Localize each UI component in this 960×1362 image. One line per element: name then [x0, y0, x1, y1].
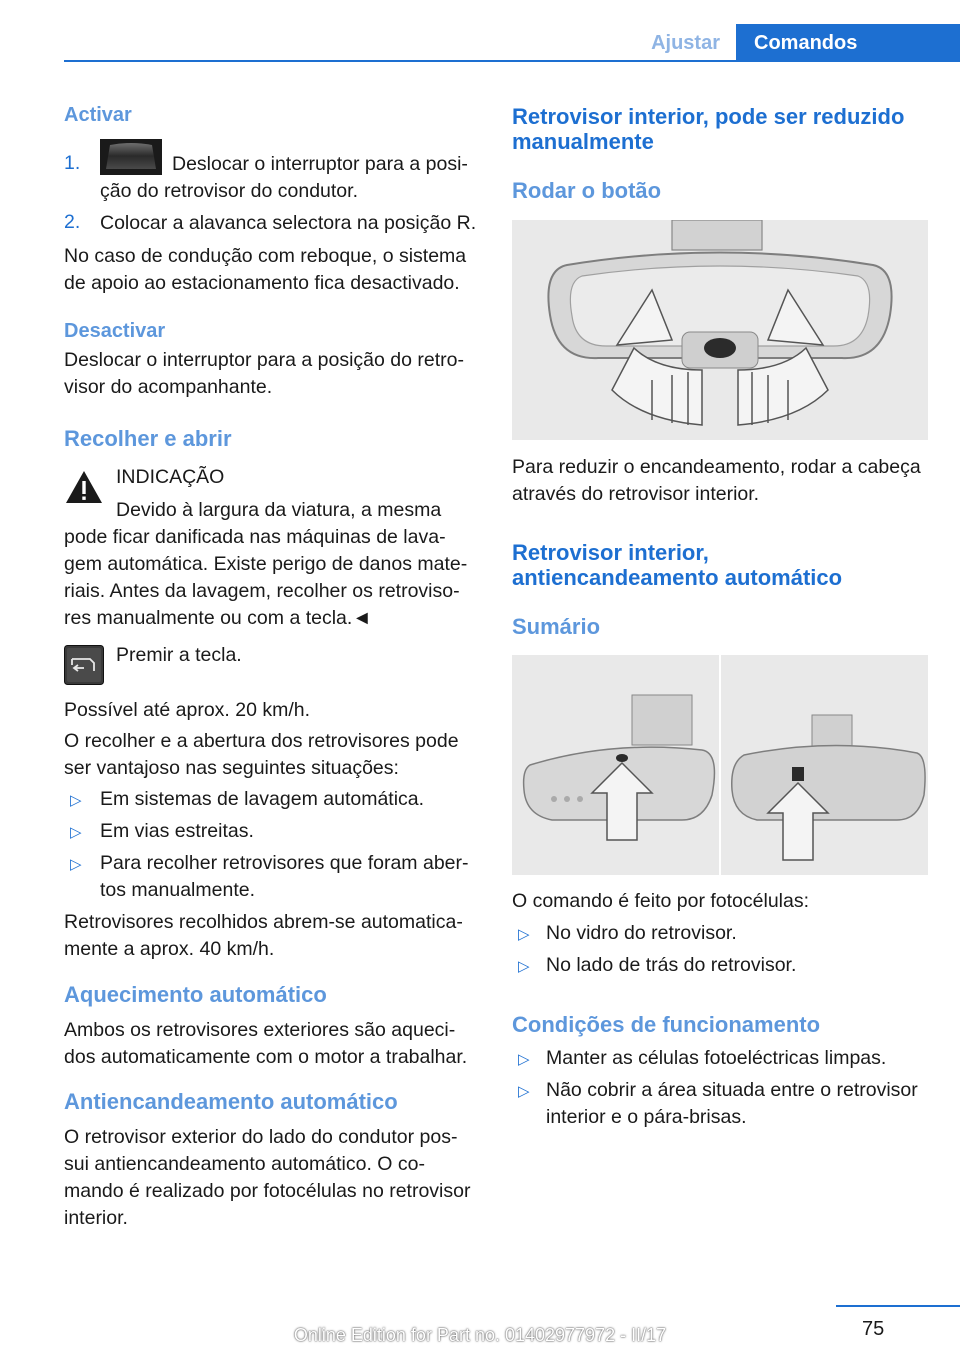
list-item: Em vias estreitas. — [100, 820, 254, 842]
antiencandeamento-heading: Antiencandeamento automático — [64, 1089, 398, 1114]
bullet-triangle-icon: ▷ — [518, 1083, 530, 1100]
aquec-text-b: dos automaticamente com o motor a trabalhar. — [64, 1046, 468, 1068]
step2-text: Colocar a alavanca selectora na posição R. — [100, 212, 477, 234]
mirror-rotate-illustration — [512, 220, 928, 440]
notice-text-b: pode ficar danificada nas máquinas de lava‐ — [64, 526, 446, 548]
list-item: Não cobrir a área situada entre o retrovisor — [546, 1079, 918, 1101]
main-heading-2b: antiencandeamento automático — [512, 565, 843, 590]
photocell-illustration — [512, 655, 928, 875]
list-item: Para recolher retrovisores que foram aber‐ — [100, 852, 469, 874]
list-item: Manter as células fotoeléctricas limpas. — [546, 1047, 887, 1069]
fold-mirror-button-icon — [64, 645, 104, 685]
antienc-text-c: mando é realizado por fotocélulas no retrovisor — [64, 1180, 471, 1202]
aquec-text-a: Ambos os retrovisores exteriores são aqueci‐ — [64, 1019, 456, 1041]
notice-text-a: Devido à largura da viatura, a mesma — [116, 499, 442, 521]
main-heading-2a: Retrovisor interior, — [512, 540, 709, 565]
reduzir-text-a: Para reduzir o encandeamento, rodar a cabeça — [512, 456, 921, 478]
bullet-triangle-icon: ▷ — [70, 856, 82, 873]
warning-icon — [64, 467, 104, 507]
bullet-triangle-icon: ▷ — [518, 1051, 530, 1068]
page-number: 75 — [862, 1318, 885, 1340]
desactivar-heading: Desactivar — [64, 320, 166, 342]
bullet-triangle-icon: ▷ — [518, 958, 530, 975]
recolher-heading: Recolher e abrir — [64, 426, 232, 451]
notice-text-c: gem automática. Existe perigo de danos mate‐ — [64, 553, 468, 575]
recolhidos-text-b: mente a aprox. 40 km/h. — [64, 938, 275, 960]
list-item: No lado de trás do retrovisor. — [546, 954, 797, 976]
sumario-heading: Sumário — [512, 614, 601, 639]
desactivar-text-a: Deslocar o interruptor para a posição do retro‐ — [64, 349, 464, 371]
reboque-text-a: No caso de condução com reboque, o sistema — [64, 245, 467, 267]
main-heading-1b: manualmente — [512, 129, 654, 154]
bullet-triangle-icon: ▷ — [70, 792, 82, 809]
vantajoso-text-b: ser vantajoso nas seguintes situações: — [64, 757, 399, 779]
footer-edition: Online Edition for Part no. 01402977972 - II/17 — [293, 1325, 667, 1345]
notice-title: INDICAÇÃO — [116, 466, 225, 488]
bullet-triangle-icon: ▷ — [518, 926, 530, 943]
step1-text-b: ção do retrovisor do condutor. — [100, 180, 358, 202]
list-item: Em sistemas de lavagem automática. — [100, 788, 425, 810]
antienc-text-a: O retrovisor exterior do lado do condutor pos‐ — [64, 1126, 458, 1148]
tab-comandos[interactable]: Comandos — [736, 24, 960, 62]
reboque-text-b: de apoio ao estacionamento fica desactivado. — [64, 272, 460, 294]
notice-text-e: res manualmente ou com a tecla.◄ — [64, 607, 372, 629]
reduzir-text-b: através do retrovisor interior. — [512, 483, 760, 505]
tab-ajustar[interactable]: Ajustar — [651, 32, 720, 54]
main-heading-1a: Retrovisor interior, pode ser reduzido — [512, 104, 905, 129]
desactivar-text-b: visor do acompanhante. — [64, 376, 273, 398]
antienc-text-d: interior. — [64, 1207, 128, 1229]
recolhidos-text-a: Retrovisores recolhidos abrem-se automatica‐ — [64, 911, 463, 933]
vantajoso-text-a: O recolher e a abertura dos retrovisores pode — [64, 730, 459, 752]
step-number: 1. — [64, 152, 81, 174]
page-header — [0, 24, 960, 62]
possivel-text: Possível até aprox. 20 km/h. — [64, 699, 311, 721]
mirror-switch-icon — [100, 139, 162, 175]
bullet-triangle-icon: ▷ — [70, 824, 82, 841]
step-number: 2. — [64, 211, 81, 233]
aquecimento-heading: Aquecimento automático — [64, 982, 327, 1007]
rodar-heading: Rodar o botão — [512, 178, 662, 203]
comando-text: O comando é feito por fotocélulas: — [512, 890, 810, 912]
header-rule — [64, 60, 960, 62]
condicoes-heading: Condições de funcionamento — [512, 1012, 821, 1037]
list-item-cont: interior e o pára-brisas. — [546, 1106, 747, 1128]
footer-rule — [836, 1305, 960, 1307]
antienc-text-b: sui antiencandeamento automático. O co‐ — [64, 1153, 425, 1175]
list-item-cont: tos manualmente. — [100, 879, 256, 901]
activar-heading: Activar — [64, 104, 132, 126]
premir-text: Premir a tecla. — [116, 644, 242, 666]
step1-text-a: Deslocar o interruptor para a posi‐ — [172, 153, 468, 175]
notice-text-d: riais. Antes da lavagem, recolher os retroviso‐ — [64, 580, 460, 602]
list-item: No vidro do retrovisor. — [546, 922, 737, 944]
